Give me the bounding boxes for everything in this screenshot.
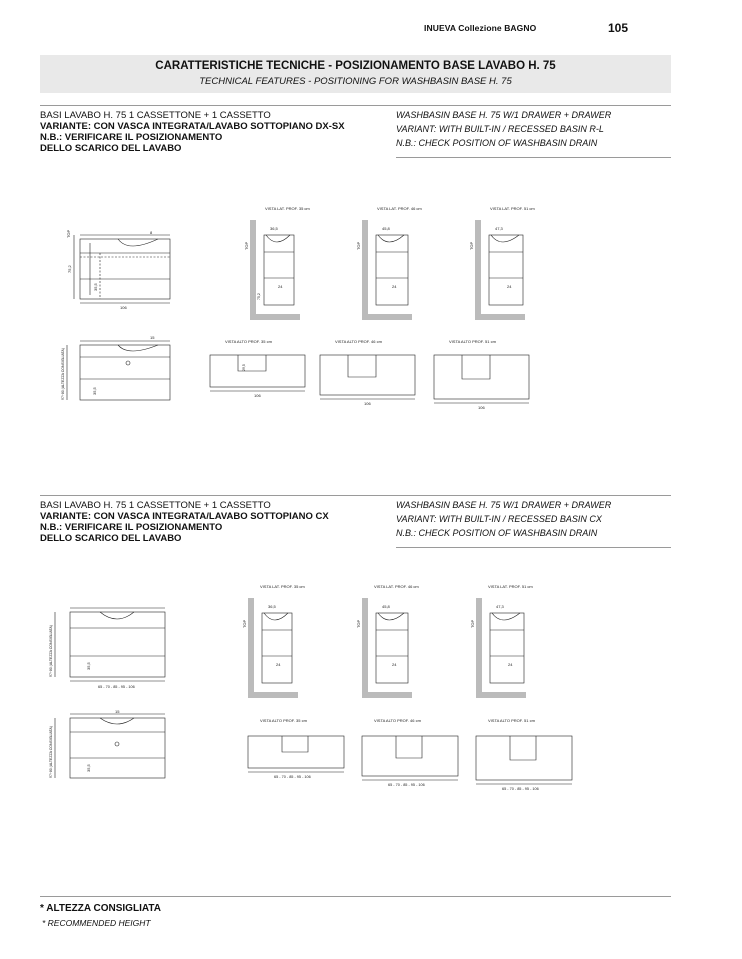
s2-side2-toplbl: TOP — [356, 619, 361, 628]
section1-line-1: BASI LAVABO H. 75 1 CASSETTONE + 1 CASSETTO — [40, 110, 271, 121]
section2-en-line-3: N.B.: CHECK POSITION OF WASHBASIN DRAIN — [396, 528, 598, 538]
s2-side1-d: 24 — [276, 662, 281, 667]
s2-side3-top: 47,3 — [496, 604, 504, 609]
s1-top3-w: 106 — [478, 405, 485, 410]
header-title: INUEVA Collezione BAGNO — [424, 23, 537, 33]
footer-title: * ALTEZZA CONSIGLIATA — [40, 903, 161, 914]
s2-front-view — [49, 608, 165, 689]
section2-line-2: VARIANTE: CON VASCA INTEGRATA/LAVABO SOTTOPIANO CX — [40, 511, 329, 522]
section1-top-rule — [40, 105, 671, 106]
section1-right-text — [396, 108, 676, 150]
section2-right-rule — [396, 547, 671, 548]
section2-left-text — [40, 500, 390, 544]
s1-top-view-2 — [320, 339, 415, 406]
s1-top2-w: 106 — [364, 401, 371, 406]
s2-side-view-3 — [470, 584, 533, 698]
s2-front-rec: 97÷80 (ALTEZZA CONSIGLIATA) — [49, 625, 53, 677]
s1-front-view-2 — [61, 335, 170, 400]
s1-side3-d: 24 — [507, 284, 512, 289]
section2-drawings — [0, 580, 742, 810]
s1-top1-label: VISTA ALTO PROF. 35 cm — [225, 339, 272, 344]
s1-side2-label: VISTA LAT. PROF. 46 cm — [377, 206, 422, 211]
s2-front2-rec: 97÷80 (ALTEZZA CONSIGLIATA) — [49, 726, 53, 778]
section1-line-3: N.B.: VERIFICARE IL POSIZIONAMENTO — [40, 132, 223, 143]
section2-line-4: DELLO SCARICO DEL LAVABO — [40, 533, 182, 544]
s1-front2-h: 35,5 — [92, 387, 97, 395]
s2-side2-label: VISTA LAT. PROF. 46 cm — [374, 584, 419, 589]
s1-front2-rec: 97÷80 (ALTEZZA CONSIGLIATA) — [61, 348, 65, 400]
section2-en-line-2: VARIANT: WITH BUILT-IN / RECESSED BASIN CX — [396, 514, 602, 524]
s2-side3-label: VISTA LAT. PROF. 51 cm — [488, 584, 533, 589]
s2-side1-top: 36,5 — [268, 604, 276, 609]
s2-top2-label: VISTA ALTO PROF. 46 cm — [374, 718, 421, 723]
s1-side2-top: 45,8 — [382, 226, 390, 231]
s2-top3-label: VISTA ALTO PROF. 51 cm — [488, 718, 535, 723]
s2-top-view-2 — [362, 718, 458, 787]
s1-side2-toplbl: TOP — [356, 241, 361, 250]
s2-side2-d: 24 — [392, 662, 397, 667]
s1-top2-label: VISTA ALTO PROF. 46 cm — [335, 339, 382, 344]
s1-side3-top: 47,3 — [495, 226, 503, 231]
title-banner — [40, 55, 671, 93]
s2-side1-label: VISTA LAT. PROF. 35 cm — [260, 584, 305, 589]
s1-side-view-2 — [356, 206, 422, 320]
s2-side-view-2 — [356, 584, 419, 698]
s2-side-view-1 — [242, 584, 305, 698]
s2-top3-w: 65 - 70 - 85 - 95 - 106 — [502, 787, 539, 791]
section2-line-3: N.B.: VERIFICARE IL POSIZIONAMENTO — [40, 522, 223, 533]
section2-top-rule — [40, 495, 671, 496]
s1-side1-d: 24 — [278, 284, 283, 289]
s1-side3-label: VISTA LAT. PROF. 51 cm — [490, 206, 535, 211]
section2-right-text — [396, 498, 676, 540]
s1-side1-label: VISTA LAT. PROF. 35 cm — [265, 206, 310, 211]
page-number: 105 — [608, 21, 629, 35]
s1-front-top: TOP — [66, 229, 71, 238]
section1-left-text — [40, 110, 390, 154]
s1-front-view — [66, 230, 170, 310]
section1-line-4: DELLO SCARICO DEL LAVABO — [40, 143, 182, 154]
s1-side1-toplbl: TOP — [244, 241, 249, 250]
s1-front-d: 8 — [150, 230, 153, 235]
s1-front-h2: 35,5 — [93, 283, 98, 291]
section1-en-line-3: N.B.: CHECK POSITION OF WASHBASIN DRAIN — [396, 138, 598, 148]
s1-front-w: 106 — [120, 305, 127, 310]
s2-front2-h: 35,5 — [86, 764, 91, 772]
section1-line-2: VARIANTE: CON VASCA INTEGRATA/LAVABO SOTTOPIANO DX-SX — [40, 121, 345, 132]
s1-side-view-3 — [469, 206, 535, 320]
s2-side1-toplbl: TOP — [242, 619, 247, 628]
s2-top1-label: VISTA ALTO PROF. 35 cm — [260, 718, 307, 723]
s1-side1-h: 75,2 — [257, 293, 261, 300]
s1-side2-d: 24 — [392, 284, 397, 289]
s1-top3-label: VISTA ALTO PROF. 51 cm — [449, 339, 496, 344]
s1-side1-top: 36,5 — [270, 226, 278, 231]
s2-top2-w: 65 - 70 - 85 - 95 - 106 — [388, 783, 425, 787]
banner-subtitle: TECHNICAL FEATURES - POSITIONING FOR WASHBASIN BASE H. 75 — [199, 76, 512, 87]
s1-front2-d: 15 — [150, 335, 155, 340]
section1-en-line-1: WASHBASIN BASE H. 75 W/1 DRAWER + DRAWER — [396, 110, 612, 120]
s2-top-view-3 — [476, 718, 572, 791]
s2-top1-w: 65 - 70 - 85 - 95 - 106 — [274, 775, 311, 779]
s2-front-w: 65 - 70 - 85 - 95 - 106 — [98, 685, 135, 689]
s2-side3-d: 24 — [508, 662, 513, 667]
banner-title: CARATTERISTICHE TECNICHE - POSIZIONAMENTO BASE LAVABO H. 75 — [155, 60, 556, 72]
s2-front-h: 35,5 — [86, 662, 91, 670]
s1-top1-w: 106 — [254, 393, 261, 398]
section2-line-1: BASI LAVABO H. 75 1 CASSETTONE + 1 CASSETTO — [40, 500, 271, 511]
section1-en-line-2: VARIANT: WITH BUILT-IN / RECESSED BASIN R-L — [396, 124, 604, 134]
s2-side3-toplbl: TOP — [470, 619, 475, 628]
s1-side3-toplbl: TOP — [469, 241, 474, 250]
s1-top-view-1 — [210, 339, 305, 398]
section1-drawings — [0, 195, 742, 425]
s2-top-view-1 — [248, 718, 344, 779]
s2-front2-d: 15 — [115, 709, 120, 714]
s1-top-view-3 — [434, 339, 529, 410]
footer-rule — [40, 896, 671, 897]
section2-en-line-1: WASHBASIN BASE H. 75 W/1 DRAWER + DRAWER — [396, 500, 612, 510]
section1-right-rule — [396, 157, 671, 158]
s1-top1-d: 29,5 — [242, 364, 246, 371]
s1-front-h: 75,2 — [67, 265, 72, 273]
s1-side-view-1 — [244, 206, 310, 320]
s2-side2-top: 45,8 — [382, 604, 390, 609]
footer-subtitle: * RECOMMENDED HEIGHT — [42, 918, 151, 928]
s2-front-view-2 — [49, 709, 165, 778]
